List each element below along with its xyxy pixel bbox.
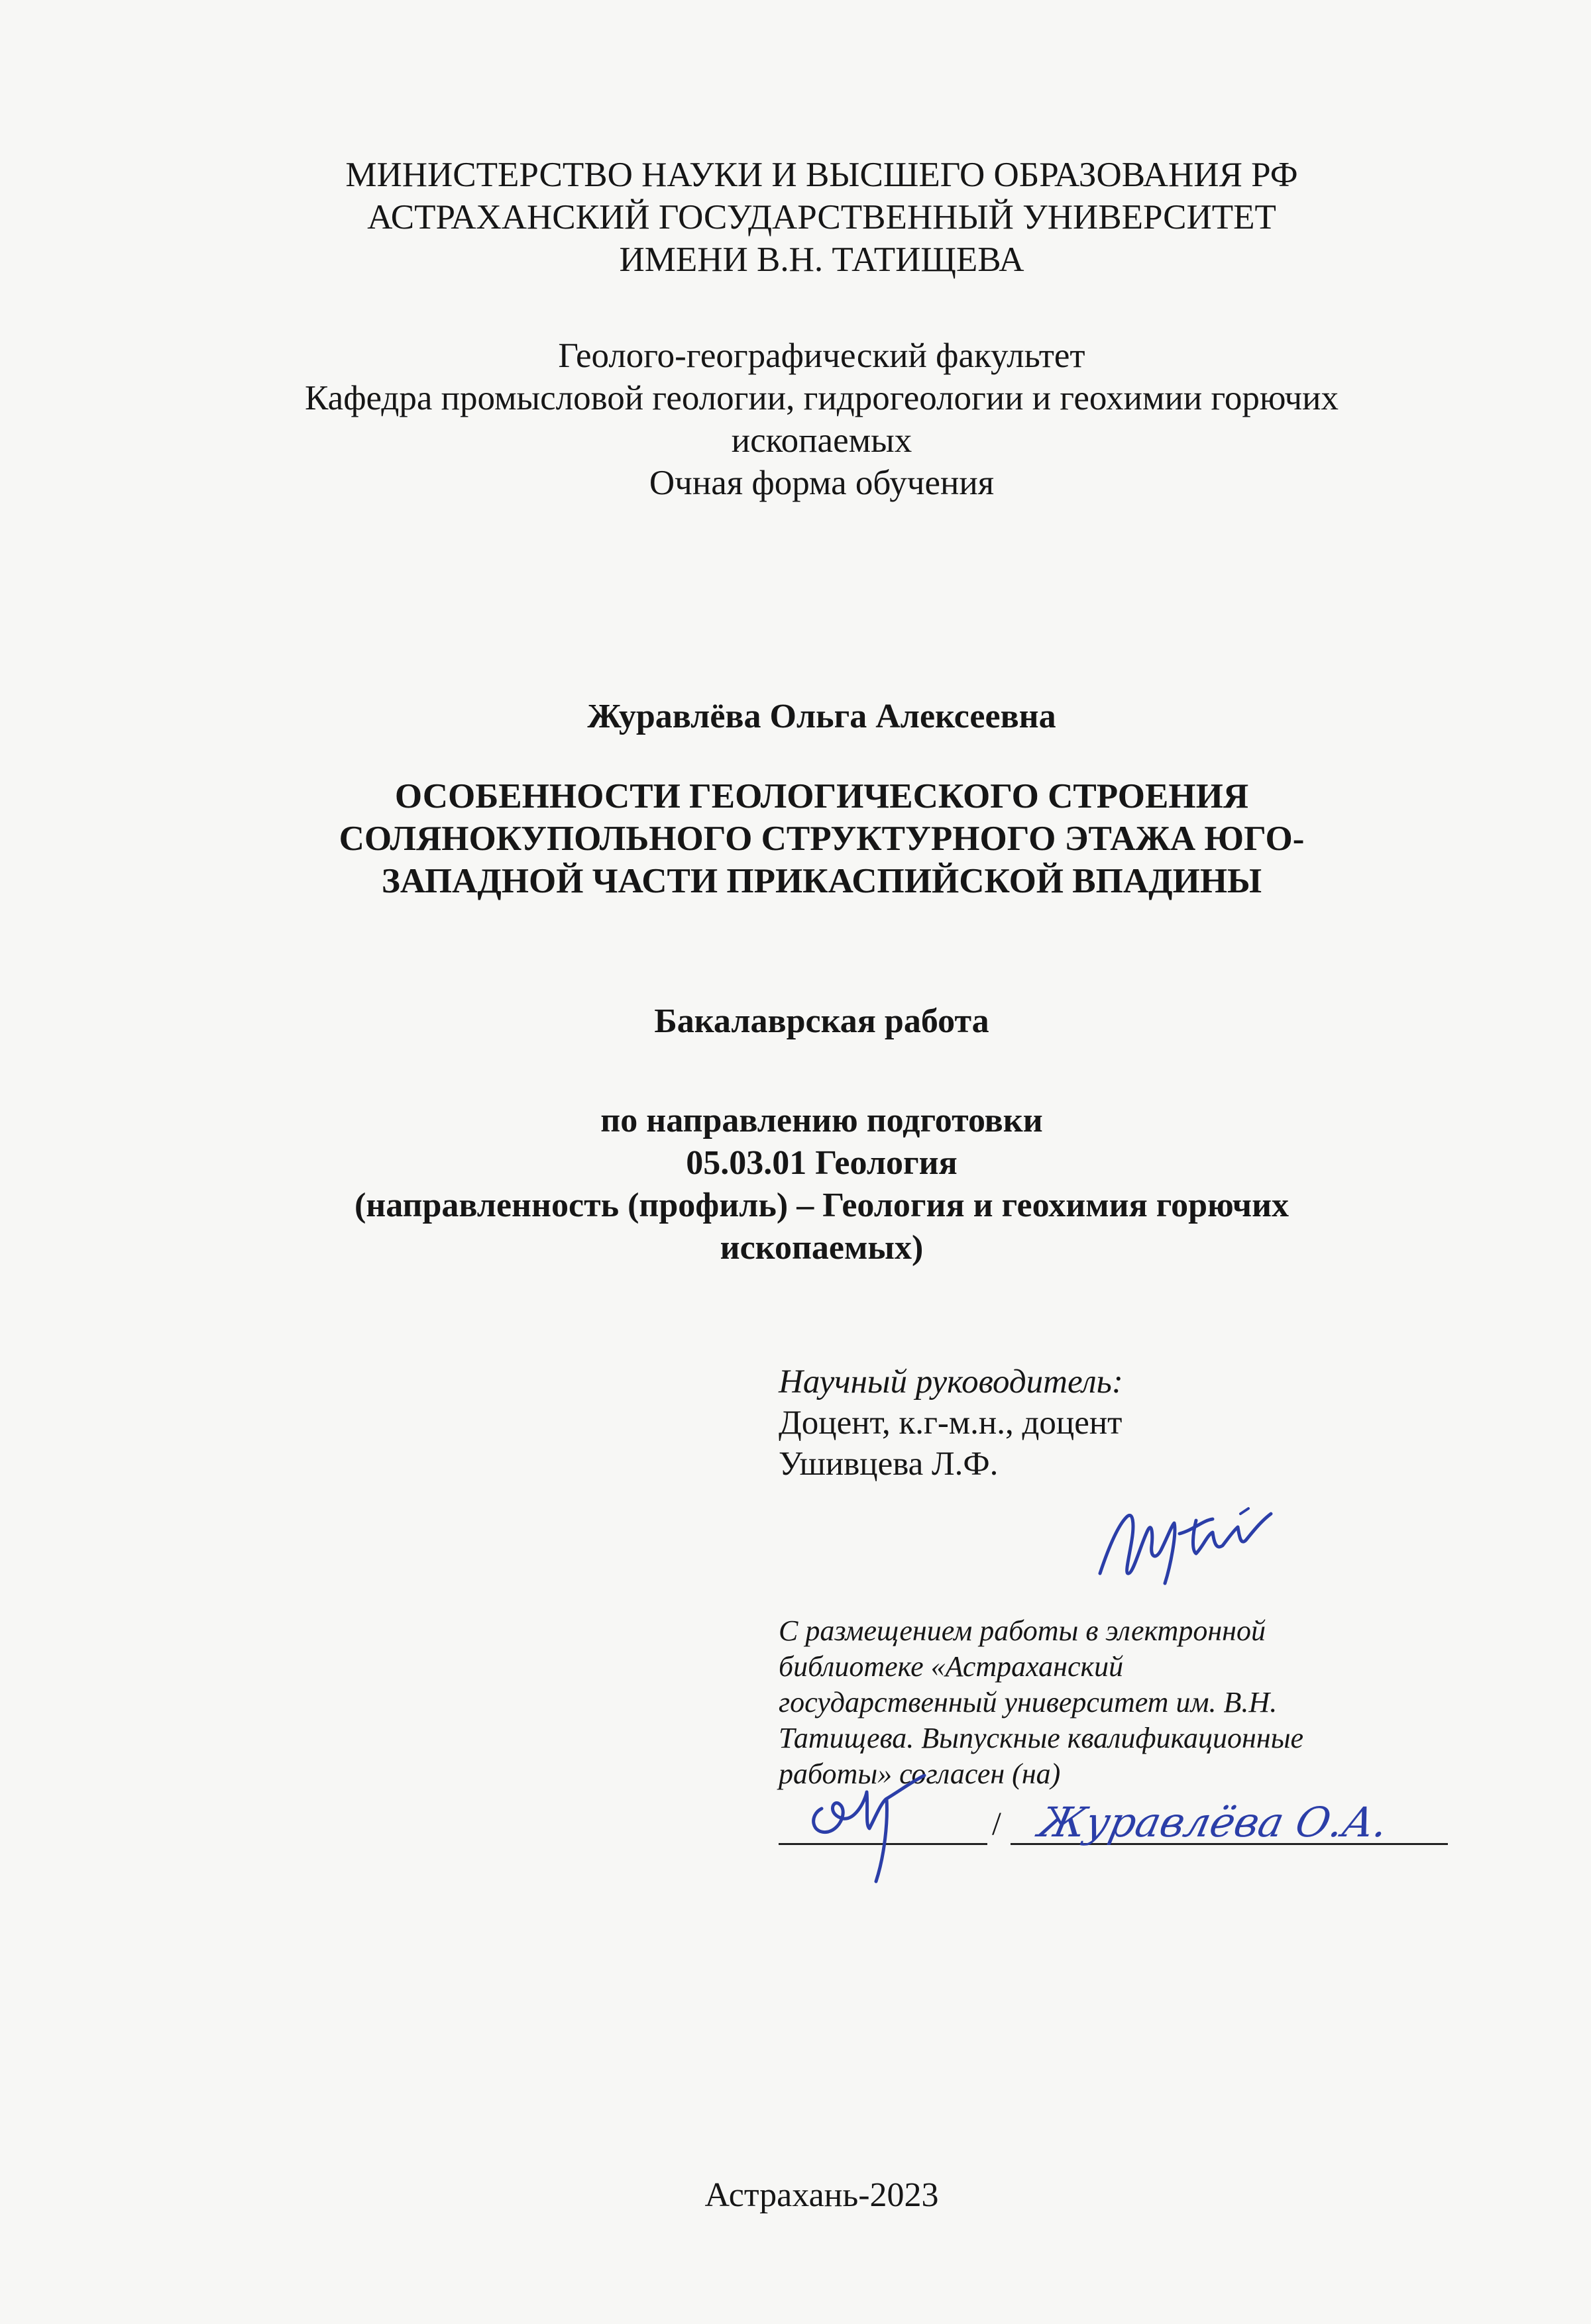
title-line: ЗАПАДНОЙ ЧАСТИ ПРИКАСПИЙСКОЙ ВПАДИНЫ bbox=[381, 862, 1262, 900]
svg-text:Журавлёва О.А.: Журавлёва О.А. bbox=[1034, 1798, 1393, 1846]
faculty-name: Геолого-географический факультет bbox=[558, 337, 1085, 375]
consent-line: Татищева. Выпускные квалификационные bbox=[779, 1722, 1304, 1754]
consent-line: работы» согласен (на) bbox=[779, 1758, 1061, 1790]
direction-line: по направлению подготовки bbox=[600, 1102, 1043, 1139]
student-handwritten-name bbox=[1034, 1789, 1393, 1855]
header-line: МИНИСТЕРСТВО НАУКИ И ВЫСШЕГО ОБРАЗОВАНИЯ РФ bbox=[345, 156, 1298, 194]
department-name: Кафедра промысловой геологии, гидрогеологии и геохимии горючих bbox=[305, 379, 1339, 417]
header-line: АСТРАХАНСКИЙ ГОСУДАРСТВЕННЫЙ УНИВЕРСИТЕТ bbox=[367, 198, 1276, 237]
consent-line: государственный университет им. В.Н. bbox=[779, 1686, 1278, 1718]
consent-line: библиотеке «Астраханский bbox=[779, 1650, 1124, 1683]
header-line: ИМЕНИ В.Н. ТАТИЩЕВА bbox=[619, 240, 1024, 279]
supervisor-position: Доцент, к.г-м.н., доцент bbox=[779, 1404, 1123, 1442]
university-header bbox=[199, 154, 1445, 281]
supervisor-signature bbox=[1087, 1494, 1286, 1593]
study-form: Очная форма обучения bbox=[649, 464, 995, 502]
work-type: Бакалаврская работа bbox=[654, 1002, 989, 1040]
thesis-title bbox=[199, 775, 1445, 902]
supervisor-name: Ушивцева Л.Ф. bbox=[779, 1446, 999, 1483]
consent-line: С размещением работы в электронной bbox=[779, 1614, 1266, 1647]
city-year: Астрахань-2023 bbox=[704, 2176, 939, 2214]
title-line: ОСОБЕННОСТИ ГЕОЛОГИЧЕСКОГО СТРОЕНИЯ bbox=[394, 777, 1249, 816]
direction-line: 05.03.01 Геология bbox=[686, 1144, 958, 1182]
signature-separator: / bbox=[992, 1805, 1001, 1842]
student-signature bbox=[802, 1762, 934, 1888]
direction-line: (направленность (профиль) – Геология и геохимия горючих bbox=[354, 1187, 1289, 1224]
faculty-block bbox=[199, 335, 1445, 504]
direction-line: ископаемых) bbox=[720, 1229, 924, 1267]
study-direction bbox=[199, 1100, 1445, 1269]
supervisor-label: Научный руководитель: bbox=[779, 1363, 1123, 1400]
department-name-cont: ископаемых bbox=[731, 421, 912, 460]
supervisor-block bbox=[779, 1361, 1123, 1485]
author-name: Журавлёва Ольга Алексеевна bbox=[587, 698, 1056, 735]
title-line: СОЛЯНОКУПОЛЬНОГО СТРУКТУРНОГО ЭТАЖА ЮГО- bbox=[339, 819, 1305, 858]
